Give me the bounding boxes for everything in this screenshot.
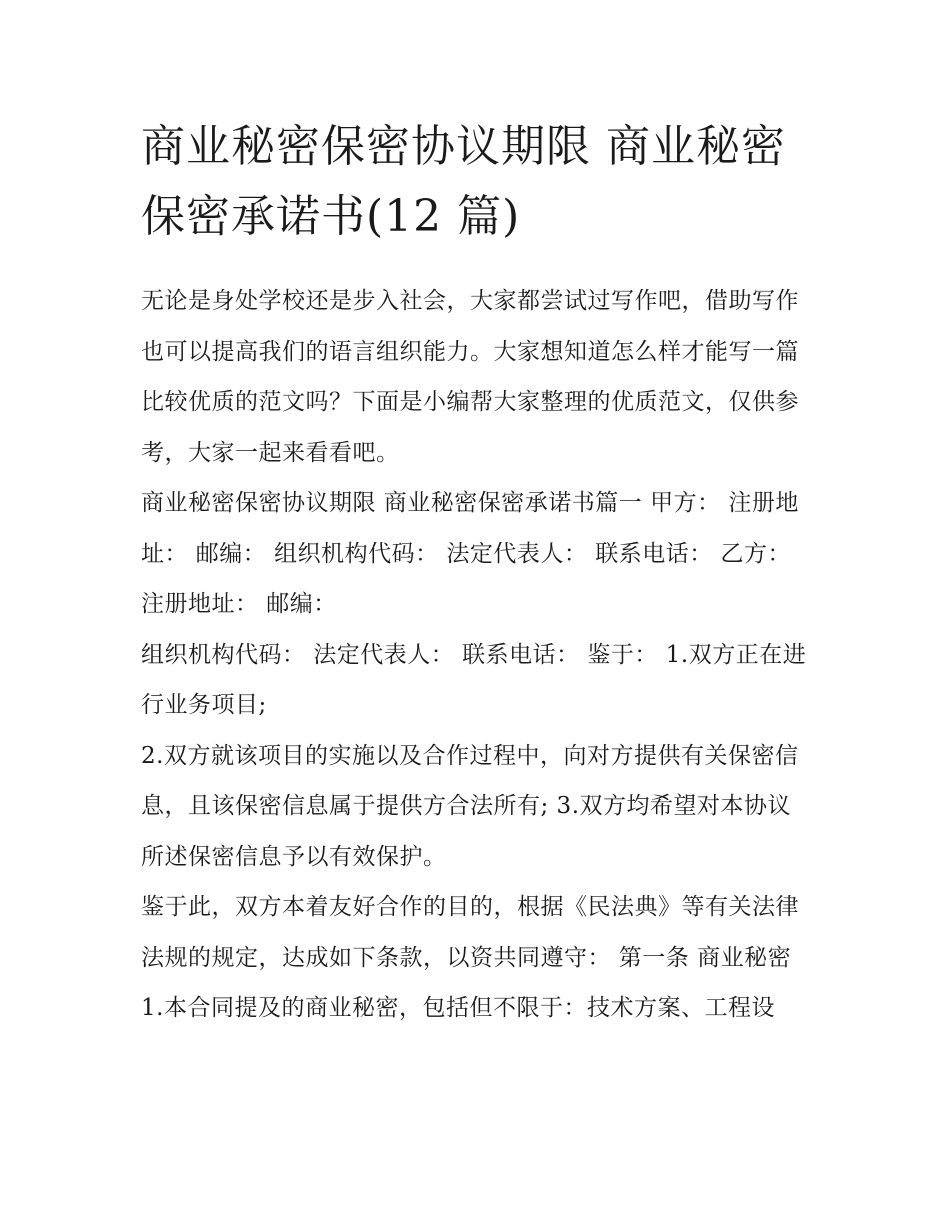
paragraph-parties: 商业秘密保密协议期限 商业秘密保密承诺书篇一 甲方： 注册地址： 邮编： 组织机构代码： 法定代表人： 联系电话： 乙方： 注册地址： 邮编：: [141, 490, 799, 617]
paragraph-intro: 无论是身处学校还是步入社会，大家都尝试过写作吧，借助写作也可以提高我们的语言组织能力。大家想知道怎么样才能写一篇比较优质的范文吗？下面是小编帮大家整理的优质范文，仅供参考，大家一起来看看吧。: [141, 288, 799, 466]
document-title: 商业秘密保密协议期限 商业秘密保密承诺书(12 篇): [141, 121, 786, 242]
paragraph-confidential-info: 2.双方就该项目的实施以及合作过程中，向对方提供有关保密信息，且该保密信息属于提供方合法所有; 3.双方均希望对本协议所述保密信息予以有效保护。: [141, 742, 799, 870]
paragraph-whereas: 组织机构代码： 法定代表人： 联系电话： 鉴于： 1.双方正在进行业务项目;: [141, 641, 807, 718]
paragraph-clause-1: 1.本合同提及的商业秘密，包括但不限于：技术方案、工程设: [141, 995, 775, 1021]
paragraph-agreement-basis: 鉴于此，双方本着友好合作的目的，根据《民法典》等有关法律法规的规定，达成如下条款，以资共同遵守： 第一条 商业秘密: [141, 894, 799, 971]
document-page: [141, 112, 813, 1034]
document-body: [141, 276, 813, 1034]
